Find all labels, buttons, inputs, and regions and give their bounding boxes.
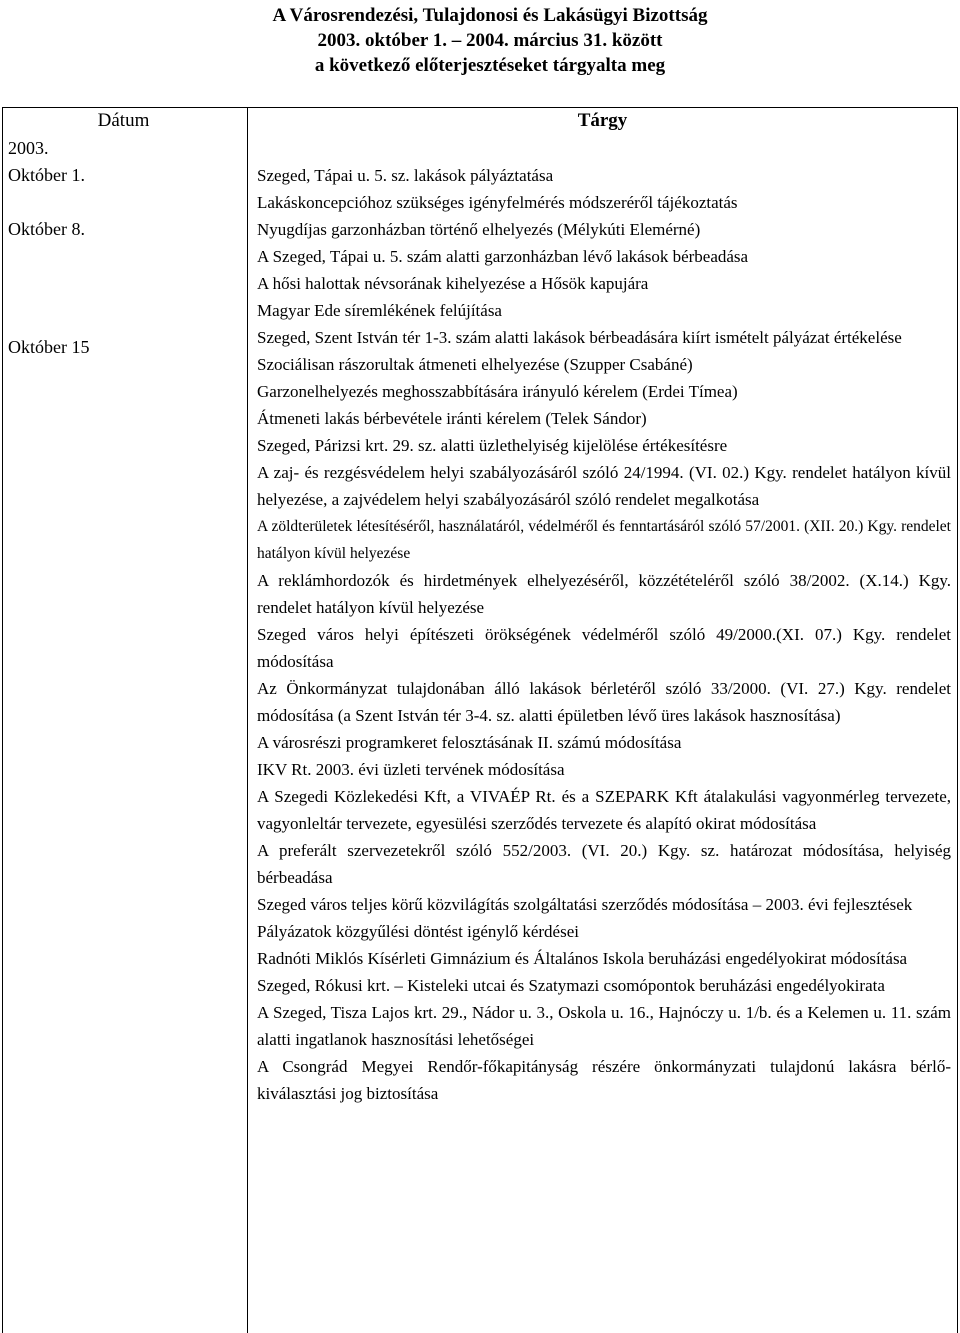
date-october-8: Október 8. <box>8 219 85 239</box>
list-item: Radnóti Miklós Kísérleti Gimnázium és Általános Iskola beruházási engedélyokirat módosítása <box>257 949 908 968</box>
title-line-3: a következő előterjesztéseket tárgyalta meg <box>314 55 666 76</box>
date-year: 2003. <box>8 138 49 158</box>
table-border-right <box>957 107 958 1333</box>
list-item: A Csongrád Megyei Rendőr-főkapitányság részére önkormányzati tulajdonú lakásra bérlő-kiválasztási jog biztosítása <box>257 1057 951 1103</box>
list-item: Garzonelhelyezés meghosszabbítására irányuló kérelem (Erdei Tímea) <box>257 382 738 401</box>
table-border-left <box>2 107 3 1333</box>
list-item: A zaj- és rezgésvédelem helyi szabályozásáról szóló 24/1994. (VI. 02.) Kgy. rendelet hatályon kívül helyezése, a zajvédelem helyi szabályozásáról szóló rendelet megalkotása <box>257 463 951 509</box>
document-title <box>200 3 780 78</box>
list-item: A Szegedi Közlekedési Kft, a VIVAÉP Rt. és a SZEPARK Kft átalakulási vagyonmérleg tervezete, vagyonleltár tervezete, egyesülési szerződés tervezete és alapító okirat módosítása <box>257 787 951 833</box>
list-item: Nyugdíjas garzonházban történő elhelyezés (Mélykúti Elemérné) <box>257 220 701 239</box>
list-item: Az Önkormányzat tulajdonában álló lakások bérletéről szóló 33/2000. (VI. 27.) Kgy. rendelet módosítása (a Szent István tér 3-4. sz. alatti épületben lévő üres lakások hasznosítása) <box>257 679 951 725</box>
list-item: A Szeged, Tápai u. 5. szám alatti garzonházban lévő lakások bérbeadása <box>257 247 749 266</box>
list-item: Szeged, Párizsi krt. 29. sz. alatti üzlethelyiség kijelölése értékesítésre <box>257 436 728 455</box>
table-border-middle <box>247 107 248 1333</box>
list-item: Szeged város teljes körű közvilágítás szolgáltatási szerződés módosítása – 2003. évi fejlesztések <box>257 895 913 914</box>
list-item: A városrészi programkeret felosztásának II. számú módosítása <box>257 733 682 752</box>
list-item: Magyar Ede síremlékének felújítása <box>257 301 502 320</box>
list-item: Szeged, Szent István tér 1-3. szám alatti lakások bérbeadására kiírt ismételt pályázat értékelése <box>257 328 902 347</box>
list-item: A reklámhordozók és hirdetmények elhelyezéséről, közzétételéről szóló 38/2002. (X.14.) Kgy. rendelet hatályon kívül helyezése <box>257 571 951 617</box>
list-item: A hősi halottak névsorának kihelyezése a Hősök kapujára <box>257 274 649 293</box>
subject-column-header: Tárgy <box>577 110 628 131</box>
list-item: Szociálisan rászorultak átmeneti elhelyezése (Szupper Csabáné) <box>257 355 693 374</box>
list-item: Szeged, Tápai u. 5. sz. lakások pályáztatása <box>257 166 554 185</box>
list-item: IKV Rt. 2003. évi üzleti tervének módosítása <box>257 760 565 779</box>
list-item: Átmeneti lakás bérbevétele iránti kérelem (Telek Sándor) <box>257 409 647 428</box>
list-item: A zöldterületek létesítéséről, használatáról, védelméről és fenntartásáról szóló 57/2001. (XII. 20.) Kgy. rendelet hatályon kívül helyezése <box>257 518 951 562</box>
list-item: Pályázatok közgyűlési döntést igénylő kérdései <box>257 922 579 941</box>
list-item: A preferált szervezetekről szóló 552/2003. (VI. 20.) Kgy. sz. határozat módosítása, helyiség bérbeadása <box>257 841 951 887</box>
title-line-1: A Városrendezési, Tulajdonosi és Lakásügyi Bizottság <box>272 5 708 26</box>
title-line-2: 2003. október 1. – 2004. március 31. között <box>317 30 663 51</box>
list-item: Szeged, Rókusi krt. – Kisteleki utcai és Szatymazi csomópontok beruházási engedélyokirata <box>257 976 885 995</box>
list-item: A Szeged, Tisza Lajos krt. 29., Nádor u. 3., Oskola u. 16., Hajnóczy u. 1/b. és a Kelemen u. 11. szám alatti ingatlanok hasznosítási lehetőségei <box>257 1003 951 1049</box>
date-october-1: Október 1. <box>8 165 85 185</box>
date-column-header: Dátum <box>97 110 150 131</box>
list-item: Szeged város helyi építészeti örökségének védelméről szóló 49/2000.(XI. 07.) Kgy. rendelet módosítása <box>257 625 951 671</box>
list-item: Lakáskoncepcióhoz szükséges igényfelmérés módszeréről tájékoztatás <box>257 193 738 212</box>
subject-list <box>257 162 951 1107</box>
date-october-15: Október 15 <box>8 337 90 357</box>
